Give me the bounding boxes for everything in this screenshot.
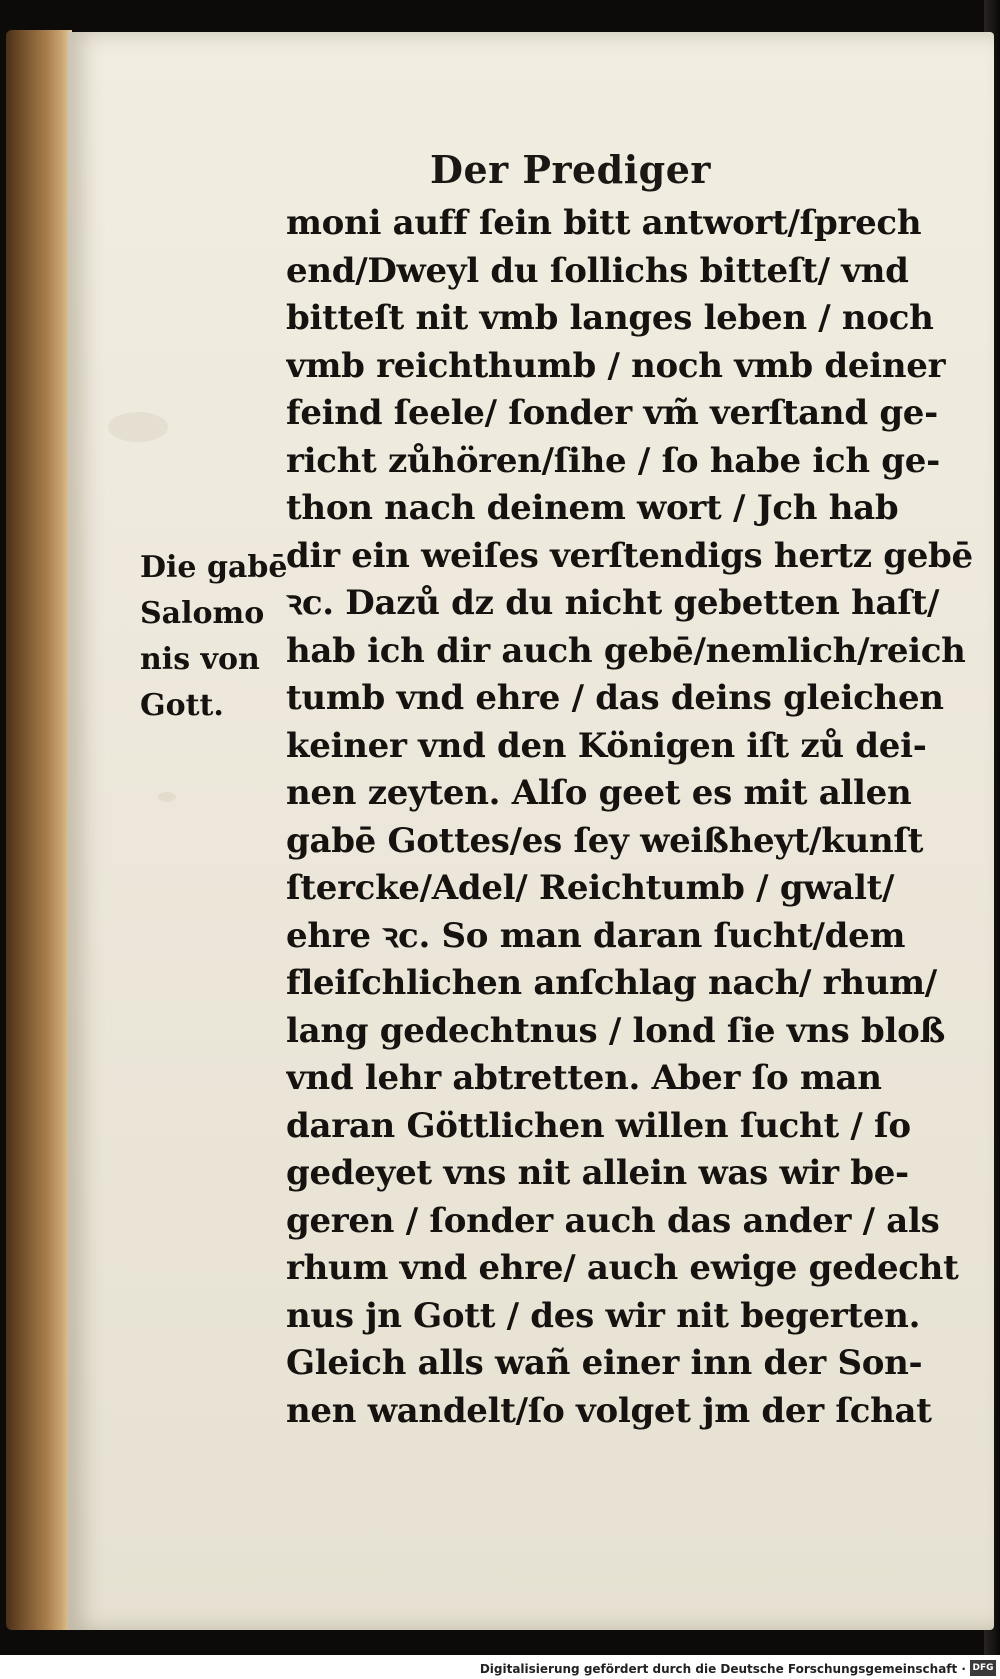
text-line: thon nach deinem wort / Jch hab	[286, 488, 899, 528]
text-line: moni auff ſein bitt antwort/ſprech	[286, 203, 922, 243]
text-line: keiner vnd den Königen iſt zů dei-	[286, 725, 927, 766]
margin-note-line: Die gabē	[140, 550, 288, 585]
paper-stain	[158, 792, 176, 802]
text-line: nen zeyten. Alſo geet es mit allen	[286, 773, 912, 813]
margin-note-line: Salomo	[140, 596, 265, 631]
text-line: richt zůhören/ſihe / ſo habe ich ge-	[286, 440, 940, 481]
paper-stain	[108, 412, 168, 442]
dfg-logo: DFG	[970, 1660, 996, 1676]
text-line: geren / ſonder auch das ander / als	[286, 1200, 940, 1241]
text-line: vmb reichthumb / noch vmb deiner	[286, 345, 946, 386]
text-line: ſtercke/Adel/ Reichtumb / gwalt/	[286, 868, 895, 908]
margin-note-line: Gott.	[140, 688, 224, 723]
text-line: vnd lehr abtretten. Aber ſo man	[286, 1058, 882, 1098]
text-line: dir ein weiſes verſtendigs hertz gebē	[286, 535, 973, 576]
text-line: Gleich alls wañ einer inn der Son-	[286, 1343, 923, 1383]
text-line: daran Göttlichen willen ſucht / ſo	[286, 1105, 911, 1146]
text-line: bitteſt nit vmb langes leben / noch	[286, 298, 934, 338]
margin-note-line: nis von	[140, 642, 260, 677]
main-text-block	[286, 200, 976, 1435]
text-line: hab ich dir auch gebē/nemlich/reich	[286, 630, 966, 671]
running-head: Der Prediger	[430, 147, 711, 192]
text-line: fleiſchlichen anſchlag nach/ rhum/	[286, 963, 937, 1003]
margin-note	[140, 545, 290, 729]
text-line: feind ſeele/ ſonder vm̃ verſtand ge-	[286, 393, 938, 433]
text-line: lang gedechtnus / lond ſie vns bloß	[286, 1010, 945, 1051]
text-line: tumb vnd ehre / das deins gleichen	[286, 678, 944, 718]
digitization-credit: Digitalisierung gefördert durch die Deutsche Forschungsgemeinschaft ·	[479, 1662, 966, 1676]
text-line: gabē Gottes/es ſey weißheyt/kunſt	[286, 820, 924, 861]
book-spine-edge	[6, 30, 72, 1630]
text-line: ꝛc. Dazů dz du nicht gebetten haſt/	[286, 583, 940, 623]
text-line: gedeyet vns nit allein was wir be-	[286, 1153, 909, 1193]
text-line: nus jn Gott / des wir nit begerten.	[286, 1295, 921, 1336]
text-line: rhum vnd ehre/ auch ewige gedecht	[286, 1248, 959, 1288]
text-line: ehre ꝛc. So man daran ſucht/dem	[286, 915, 906, 956]
text-line: nen wandelt/ſo volget jm der ſchat	[286, 1390, 932, 1431]
text-line: end/Dweyl du ſollichs bitteſt/ vnd	[286, 250, 909, 291]
